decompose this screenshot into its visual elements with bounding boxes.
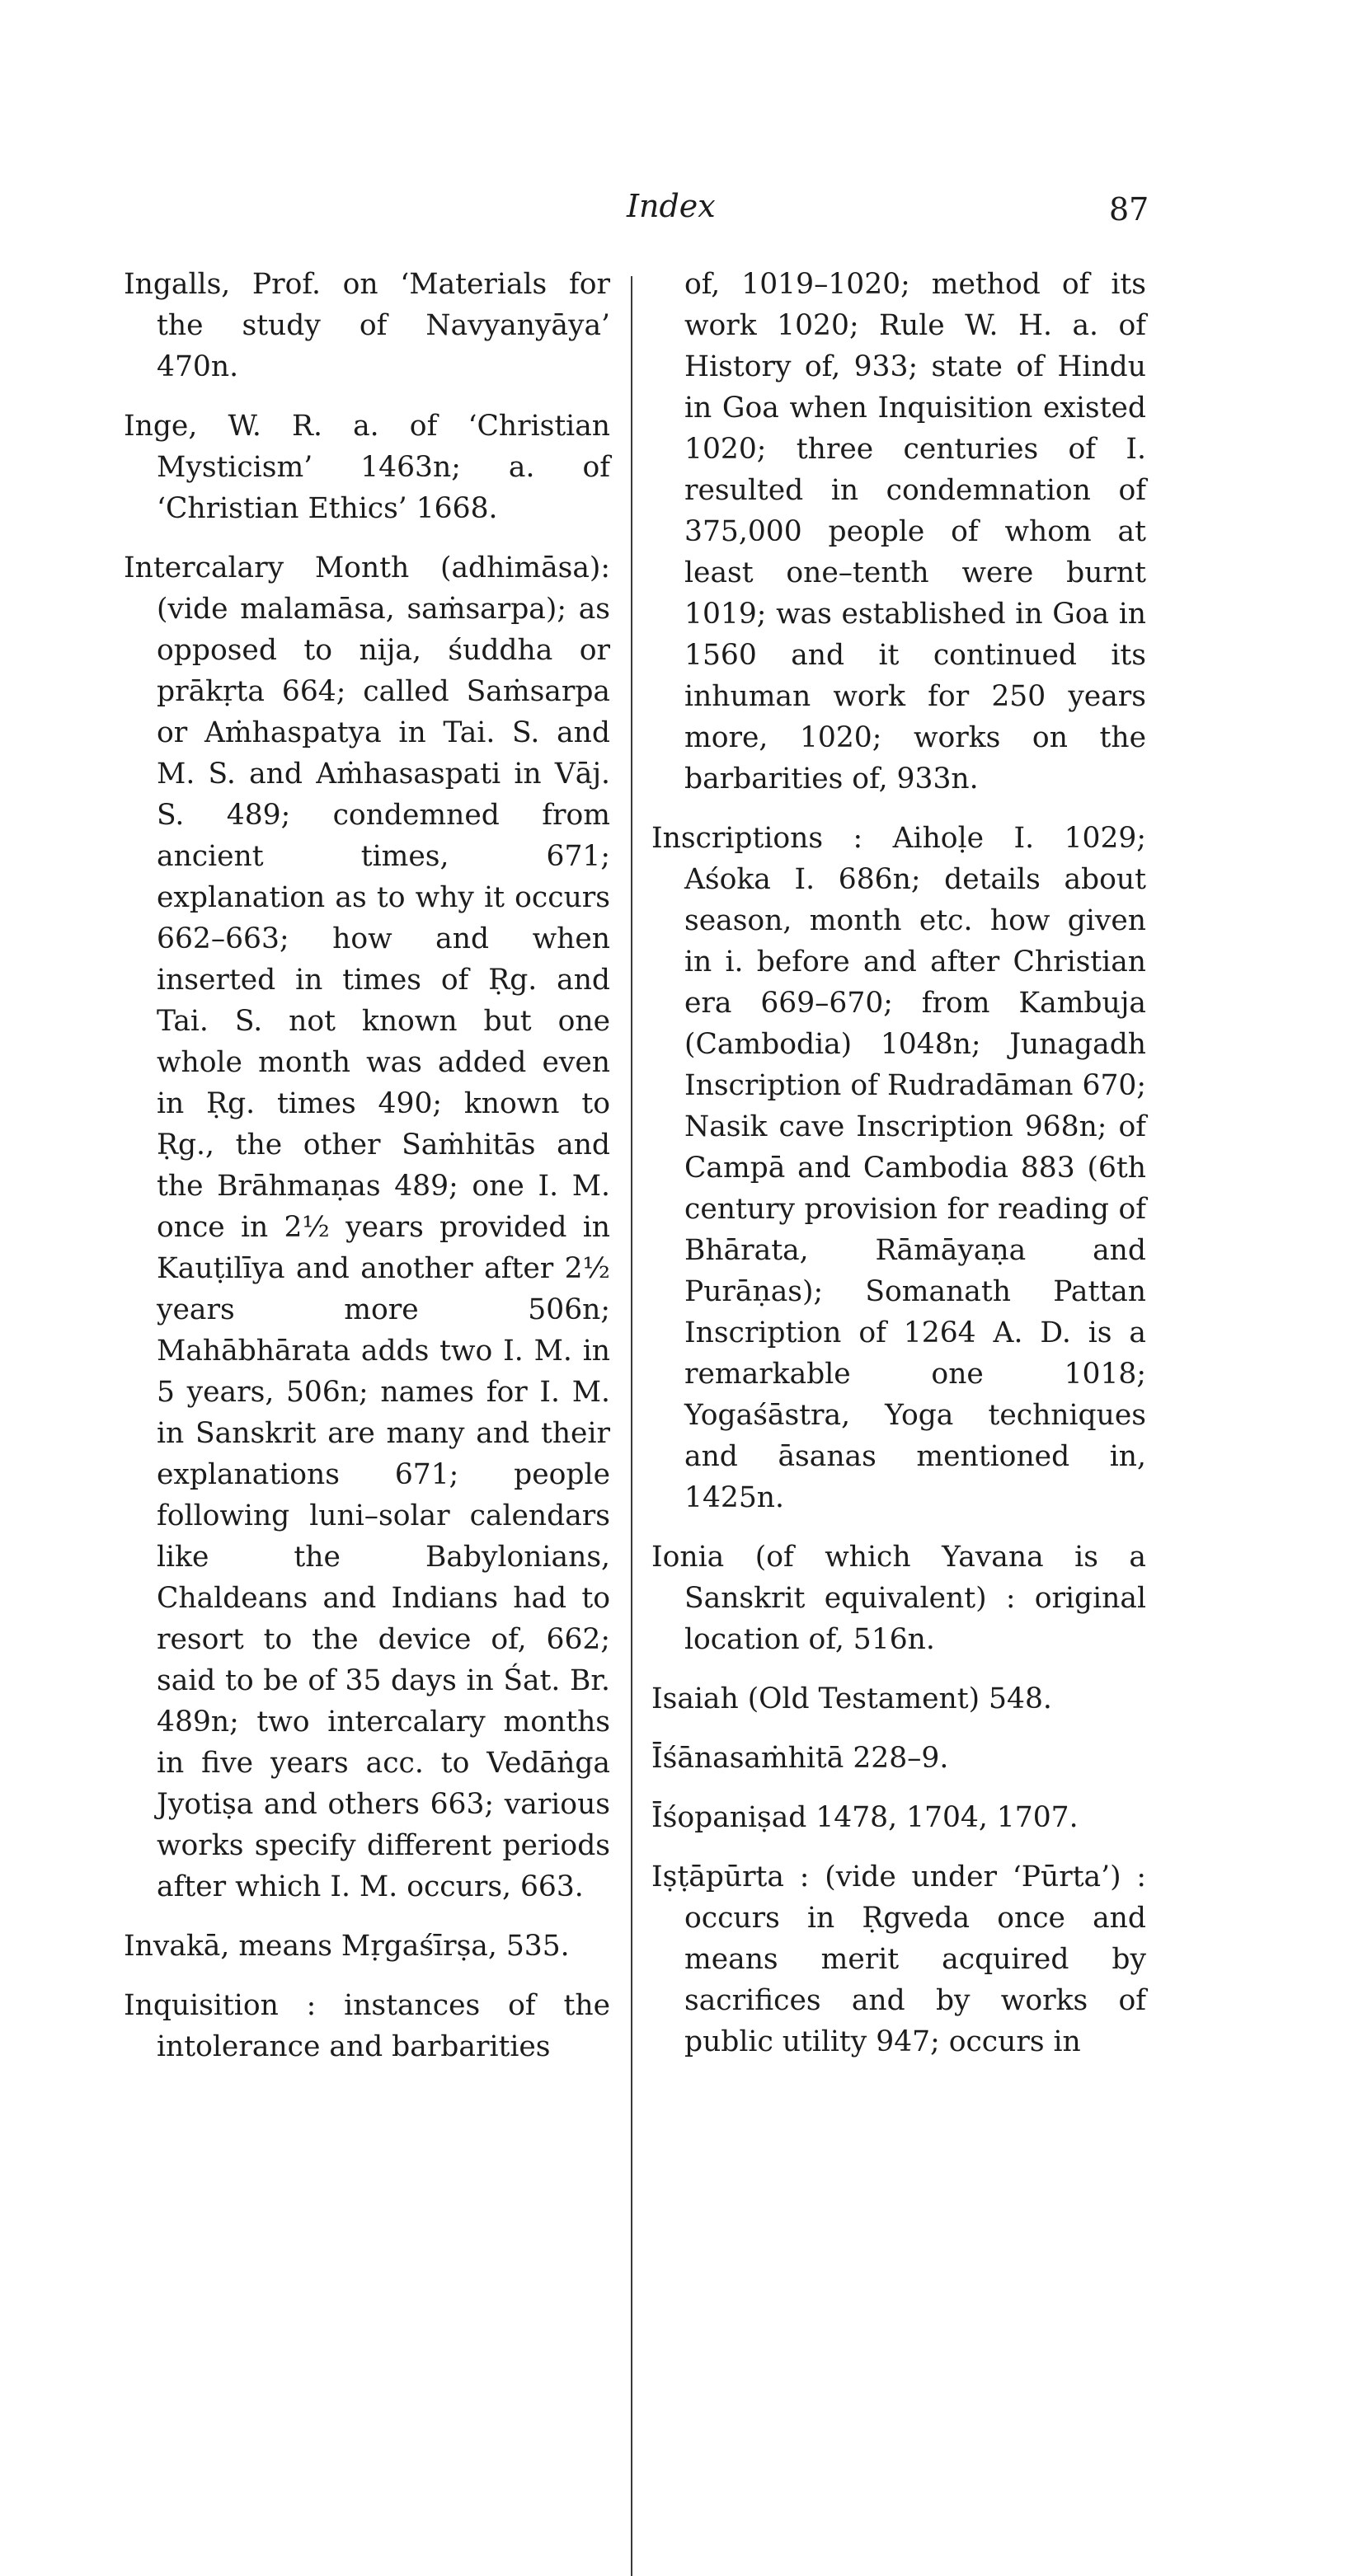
index-entry-istapurta: Iṣṭāpūrta : (vide under ‘Pūrta’) : occurs in Ṛgveda once and means merit acquired by sacrifices and by works of public utility 947; occurs in [651,1860,1146,2058]
index-entry-isaiah: Isaiah (Old Testament) 548. [651,1682,1052,1715]
column-divider [631,276,632,2576]
page-number: 87 [1109,191,1149,228]
index-entry-inquisition-continued: of, 1019–1020; method of its work 1020; Rule W. H. a. of History of, 933; state of Hindu in Goa when Inquisition existed 1020; three centuries of I. resulted in condemnation of 375,000 people of whom at least one–tenth were burnt 1019; was established in Goa in 1560 and it continued its inhuman work for 250 years more, 1020; works on the barbarities of, 933n. [684,268,1146,795]
right-column [651,264,1146,2062]
index-entry-inge: Inge, W. R. a. of ‘Christian Mysticism’ 1463n; a. of ‘Christian Ethics’ 1668. [124,410,610,525]
index-entry-invaka: Invakā, means Mṛgaśīrṣa, 535. [124,1930,570,1963]
index-entry-isanasamhita: Īśānasaṁhitā 228–9. [651,1742,949,1775]
running-head-title: Index [627,188,716,224]
index-entry-ionia: Ionia (of which Yavana is a Sanskrit equivalent) : original location of, 516n. [651,1541,1146,1656]
index-entry-inscriptions: Inscriptions : Aihoḷe I. 1029; Aśoka I. 686n; details about season, month etc. how given in i. before and after Christian era 669–670; from Kambuja (Cambodia) 1048n; Junagadh Inscription of Rudradāman 670; Nasik cave Inscription 968n; of Campā and Cambodia 883 (6th century provision for reading of Bhārata, Rāmāyaṇa and Purāṇas); Somanath Pattan Inscription of 1264 A. D. is a remarkable one 1018; Yogaśāstra, Yoga techniques and āsanas mentioned in, 1425n. [651,822,1146,1514]
index-entry-intercalary-month: Intercalary Month (adhimāsa): (vide malamāsa, saṁsarpa); as opposed to nija, śuddha or prākṛta 664; called Saṁsarpa or Aṁhaspatya in Tai. S. and M. S. and Aṁhasaspati in Vāj. S. 489; condemned from ancient times, 671; explanation as to why it occurs 662–663; how and when inserted in times of Ṛg. and Tai. S. not known but one whole month was added even in Ṛg. times 490; known to Ṛg., the other Saṁhitās and the Brāhmaṇas 489; one I. M. once in 2½ years provided in Kauṭilīya and another after 2½ years more 506n; Mahābhārata adds two I. M. in 5 years, 506n; names for I. M. in Sanskrit are many and their explanations 671; people following luni–solar calendars like the Babylonians, Chaldeans and Indians had to resort to the device of, 662; said to be of 35 days in Śat. Br. 489n; two intercalary months in five years acc. to Vedāṅga Jyotiṣa and others 663; various works specify different periods after which I. M. occurs, 663. [124,551,610,1903]
index-entry-inquisition: Inquisition : instances of the intolerance and barbarities [124,1989,610,2063]
left-column [124,264,610,2067]
index-entry-isopanisad: Īśopaniṣad 1478, 1704, 1707. [651,1801,1079,1834]
index-entry-ingalls: Ingalls, Prof. on ‘Materials for the study of Navyanyāya’ 470n. [124,268,610,383]
